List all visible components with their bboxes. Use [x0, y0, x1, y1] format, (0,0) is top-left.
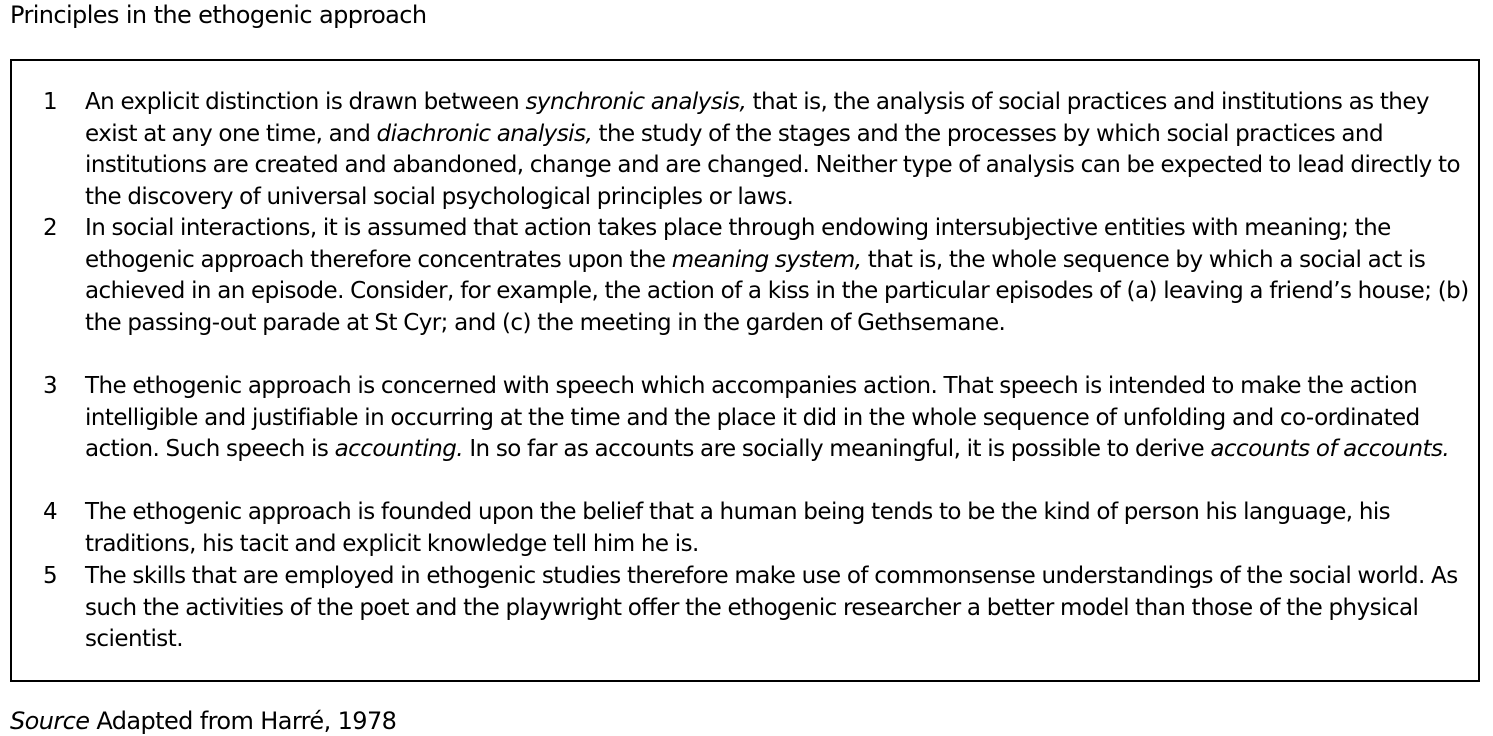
principle-text: The ethogenic approach is founded upon the belief that a human being tends to be the kind of person his language, his traditions, his tacit and explicit knowledge tell him he is. — [85, 499, 1391, 557]
principles-box — [10, 59, 1480, 682]
italic-term: accounting. — [334, 436, 464, 462]
source-text: Adapted from Harré, 1978 — [89, 707, 397, 735]
principle-text: In social interactions, it is assumed that action takes place through endowing intersubjective entities with meaning; the ethogenic approach therefore concentrates upon the meaning system, that is, the whole sequence by which a social act is achieved in an episode. Consider, for example, the action of a kiss in the particular episodes of (a) leaving a friend’s house; (b) the passing-out parade at St Cyr; and (c) the meeting in the garden of Gethsemane. — [85, 215, 1469, 336]
principle-number: 4 — [43, 499, 58, 525]
principle-number: 1 — [43, 89, 58, 115]
principle-text: The ethogenic approach is concerned with speech which accompanies action. That speech is intended to make the action intelligible and justifiable in occurring at the time and the place it did in the whole sequence of unfolding and co-ordinated action. Such speech is accounting. In so far as accounts are socially meaningful, it is possible to derive accounts of accounts. — [85, 373, 1450, 462]
italic-term: diachronic analysis, — [376, 120, 593, 147]
principle-number: 2 — [43, 215, 58, 241]
italic-term: accounts of accounts. — [1210, 436, 1450, 462]
principle-number: 5 — [43, 563, 58, 589]
principle-number: 3 — [43, 373, 58, 399]
principle-text: An explicit distinction is drawn between synchronic analysis, that is, the analysis of social practices and institutions as they exist at any one time, and diachronic analysis, the study of the stages and the processes by which social practices and institutions are created and abandoned, change and are changed. Neither type of analysis can be expected to lead directly to the discovery of universal social psychological principles or laws. — [85, 89, 1460, 210]
source-note — [10, 706, 396, 736]
italic-term: meaning system, — [671, 246, 862, 273]
principle-text: The skills that are employed in ethogenic studies therefore make use of commonsense understandings of the social world. As such the activities of the poet and the playwright offer the ethogenic researcher a better model than those of the physical scientist. — [85, 563, 1458, 652]
italic-term: synchronic analysis, — [525, 89, 747, 115]
source-label: Source — [10, 707, 90, 735]
figure-caption: Principles in the ethogenic approach — [10, 1, 427, 29]
